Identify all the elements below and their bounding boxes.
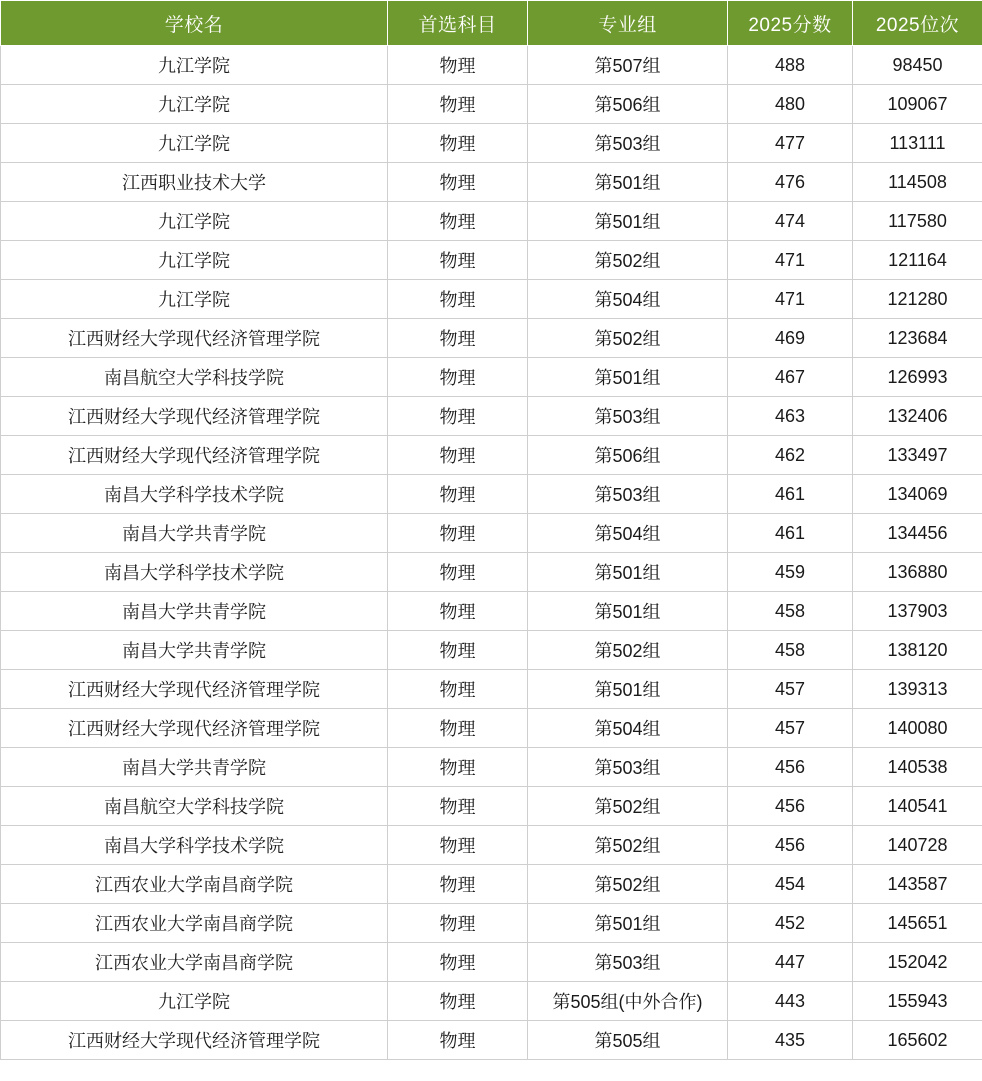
table-row (1, 124, 982, 163)
cell-rank: 139313 (853, 670, 982, 709)
cell-school: 江西财经大学现代经济管理学院 (1, 397, 388, 436)
cell-rank: 134069 (853, 475, 982, 514)
cell-score: 469 (728, 319, 853, 358)
cell-school: 江西财经大学现代经济管理学院 (1, 436, 388, 475)
cell-group: 第501组 (528, 163, 728, 202)
cell-school: 南昌大学共青学院 (1, 748, 388, 787)
cell-subject: 物理 (388, 709, 528, 748)
cell-rank: 113111 (853, 124, 982, 163)
cell-subject: 物理 (388, 358, 528, 397)
cell-rank: 140538 (853, 748, 982, 787)
column-header-score: 2025分数 (728, 1, 853, 46)
cell-rank: 134456 (853, 514, 982, 553)
table-row (1, 397, 982, 436)
cell-score: 480 (728, 85, 853, 124)
cell-school: 南昌大学科学技术学院 (1, 475, 388, 514)
cell-group: 第503组 (528, 475, 728, 514)
table-header-row (1, 1, 982, 46)
cell-rank: 109067 (853, 85, 982, 124)
cell-score: 435 (728, 1021, 853, 1060)
cell-school: 九江学院 (1, 241, 388, 280)
cell-school: 九江学院 (1, 124, 388, 163)
cell-school: 九江学院 (1, 46, 388, 85)
cell-subject: 物理 (388, 592, 528, 631)
cell-score: 477 (728, 124, 853, 163)
cell-school: 九江学院 (1, 982, 388, 1021)
cell-school: 九江学院 (1, 202, 388, 241)
cell-subject: 物理 (388, 982, 528, 1021)
cell-school: 南昌大学科学技术学院 (1, 826, 388, 865)
cell-score: 461 (728, 475, 853, 514)
column-header-school: 学校名 (1, 1, 388, 46)
cell-group: 第501组 (528, 670, 728, 709)
cell-subject: 物理 (388, 85, 528, 124)
table-row (1, 1021, 982, 1060)
cell-school: 江西财经大学现代经济管理学院 (1, 670, 388, 709)
cell-subject: 物理 (388, 670, 528, 709)
cell-school: 南昌大学共青学院 (1, 631, 388, 670)
cell-school: 江西职业技术大学 (1, 163, 388, 202)
cell-rank: 140541 (853, 787, 982, 826)
cell-rank: 143587 (853, 865, 982, 904)
table-row (1, 787, 982, 826)
cell-group: 第502组 (528, 631, 728, 670)
cell-subject: 物理 (388, 124, 528, 163)
cell-school: 九江学院 (1, 85, 388, 124)
table-header (1, 1, 982, 46)
cell-group: 第501组 (528, 592, 728, 631)
cell-score: 456 (728, 748, 853, 787)
cell-score: 467 (728, 358, 853, 397)
cell-school: 南昌航空大学科技学院 (1, 358, 388, 397)
cell-subject: 物理 (388, 397, 528, 436)
cell-group: 第503组 (528, 397, 728, 436)
cell-rank: 132406 (853, 397, 982, 436)
cell-subject: 物理 (388, 46, 528, 85)
table-row (1, 631, 982, 670)
cell-rank: 114508 (853, 163, 982, 202)
cell-group: 第502组 (528, 241, 728, 280)
cell-rank: 145651 (853, 904, 982, 943)
cell-score: 488 (728, 46, 853, 85)
table-row (1, 163, 982, 202)
cell-school: 南昌航空大学科技学院 (1, 787, 388, 826)
cell-score: 454 (728, 865, 853, 904)
table-body (1, 46, 982, 1060)
cell-score: 447 (728, 943, 853, 982)
cell-subject: 物理 (388, 475, 528, 514)
cell-subject: 物理 (388, 436, 528, 475)
cell-group: 第504组 (528, 514, 728, 553)
cell-subject: 物理 (388, 202, 528, 241)
table-row (1, 670, 982, 709)
cell-score: 457 (728, 670, 853, 709)
cell-group: 第504组 (528, 280, 728, 319)
cell-score: 461 (728, 514, 853, 553)
cell-subject: 物理 (388, 787, 528, 826)
cell-group: 第502组 (528, 787, 728, 826)
cell-subject: 物理 (388, 748, 528, 787)
cell-school: 南昌大学共青学院 (1, 592, 388, 631)
table-row (1, 202, 982, 241)
cell-school: 江西农业大学南昌商学院 (1, 943, 388, 982)
cell-group: 第503组 (528, 748, 728, 787)
cell-score: 456 (728, 787, 853, 826)
cell-rank: 137903 (853, 592, 982, 631)
cell-school: 江西财经大学现代经济管理学院 (1, 1021, 388, 1060)
cell-rank: 138120 (853, 631, 982, 670)
column-header-rank: 2025位次 (853, 1, 982, 46)
cell-score: 456 (728, 826, 853, 865)
cell-group: 第501组 (528, 904, 728, 943)
table-row (1, 553, 982, 592)
cell-score: 458 (728, 631, 853, 670)
cell-rank: 133497 (853, 436, 982, 475)
cell-group: 第501组 (528, 553, 728, 592)
cell-subject: 物理 (388, 943, 528, 982)
cell-subject: 物理 (388, 163, 528, 202)
cell-group: 第502组 (528, 319, 728, 358)
cell-subject: 物理 (388, 865, 528, 904)
cell-school: 南昌大学共青学院 (1, 514, 388, 553)
cell-subject: 物理 (388, 241, 528, 280)
cell-rank: 98450 (853, 46, 982, 85)
cell-score: 476 (728, 163, 853, 202)
table-row (1, 475, 982, 514)
cell-group: 第501组 (528, 358, 728, 397)
table-row (1, 748, 982, 787)
table-row (1, 319, 982, 358)
cell-school: 南昌大学科学技术学院 (1, 553, 388, 592)
cell-score: 471 (728, 241, 853, 280)
column-header-subject: 首选科目 (388, 1, 528, 46)
cell-rank: 165602 (853, 1021, 982, 1060)
cell-subject: 物理 (388, 280, 528, 319)
table-row (1, 865, 982, 904)
table-row (1, 280, 982, 319)
cell-subject: 物理 (388, 826, 528, 865)
cell-group: 第507组 (528, 46, 728, 85)
cell-school: 江西农业大学南昌商学院 (1, 865, 388, 904)
cell-score: 452 (728, 904, 853, 943)
cell-group: 第505组 (528, 1021, 728, 1060)
cell-group: 第504组 (528, 709, 728, 748)
cell-group: 第501组 (528, 202, 728, 241)
cell-rank: 126993 (853, 358, 982, 397)
table-row (1, 85, 982, 124)
cell-score: 474 (728, 202, 853, 241)
table-row (1, 709, 982, 748)
table-row (1, 514, 982, 553)
cell-score: 459 (728, 553, 853, 592)
cell-score: 458 (728, 592, 853, 631)
cell-score: 471 (728, 280, 853, 319)
cell-rank: 123684 (853, 319, 982, 358)
cell-group: 第506组 (528, 436, 728, 475)
table-row (1, 904, 982, 943)
table-row (1, 358, 982, 397)
table-row (1, 982, 982, 1021)
cell-score: 443 (728, 982, 853, 1021)
cell-subject: 物理 (388, 319, 528, 358)
cell-group: 第502组 (528, 865, 728, 904)
cell-rank: 121164 (853, 241, 982, 280)
cell-school: 江西财经大学现代经济管理学院 (1, 319, 388, 358)
cell-school: 九江学院 (1, 280, 388, 319)
cell-group: 第502组 (528, 826, 728, 865)
cell-subject: 物理 (388, 904, 528, 943)
cell-rank: 121280 (853, 280, 982, 319)
table-row (1, 592, 982, 631)
table-row (1, 241, 982, 280)
table-row (1, 826, 982, 865)
cell-rank: 136880 (853, 553, 982, 592)
cell-school: 江西财经大学现代经济管理学院 (1, 709, 388, 748)
cell-school: 江西农业大学南昌商学院 (1, 904, 388, 943)
cell-score: 463 (728, 397, 853, 436)
cell-subject: 物理 (388, 514, 528, 553)
cell-rank: 152042 (853, 943, 982, 982)
cell-subject: 物理 (388, 553, 528, 592)
cell-group: 第505组(中外合作) (528, 982, 728, 1021)
cell-group: 第506组 (528, 85, 728, 124)
cell-subject: 物理 (388, 1021, 528, 1060)
table-row (1, 943, 982, 982)
cell-rank: 117580 (853, 202, 982, 241)
column-header-group: 专业组 (528, 1, 728, 46)
table-row (1, 46, 982, 85)
cell-group: 第503组 (528, 943, 728, 982)
cell-score: 462 (728, 436, 853, 475)
cell-group: 第503组 (528, 124, 728, 163)
table-row (1, 436, 982, 475)
cell-subject: 物理 (388, 631, 528, 670)
cell-score: 457 (728, 709, 853, 748)
cell-rank: 140728 (853, 826, 982, 865)
cell-rank: 140080 (853, 709, 982, 748)
cell-rank: 155943 (853, 982, 982, 1021)
